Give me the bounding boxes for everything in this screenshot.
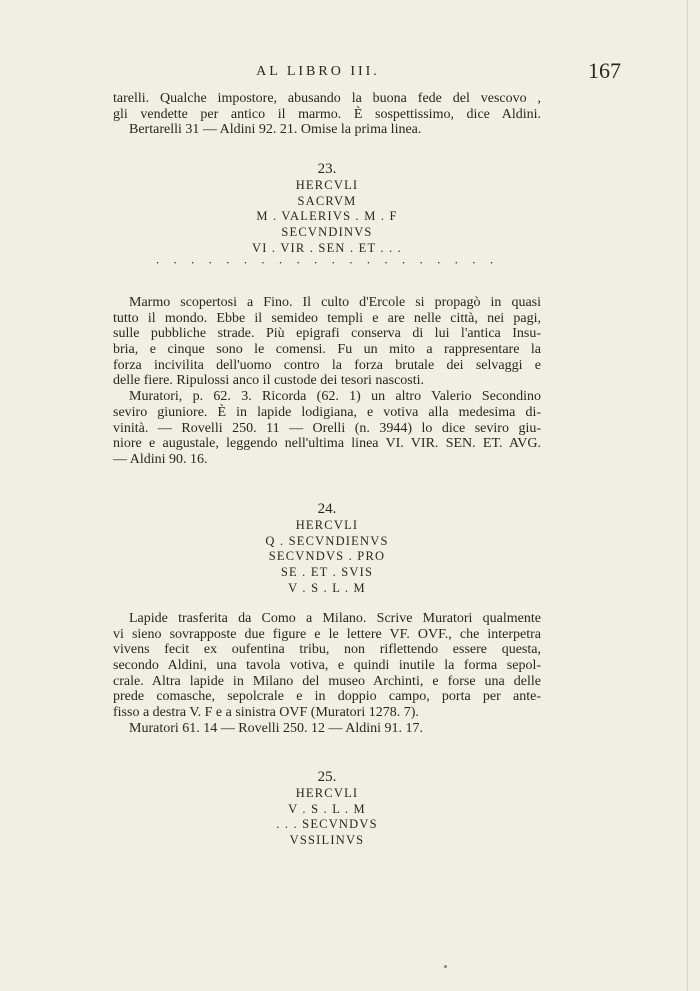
top-paragraph bbox=[113, 91, 541, 138]
inscription-line: M . VALERIVS . M . F bbox=[256, 209, 398, 224]
inscription-line: HERCVLI bbox=[295, 518, 359, 532]
inscription-line: SECVNDVS . PRO bbox=[268, 549, 386, 564]
text-line: secondo Aldini, una tavola votiva, e quindi inutile la forma sepol- bbox=[113, 658, 541, 674]
inscription-line: VI . VIR . SEN . ET . . . bbox=[251, 240, 403, 255]
text-line: tarelli. Qualche impostore, abusando la buona fede del vescovo , bbox=[113, 91, 541, 106]
text-line: tutto il mondo. Ebbe il semideo templi e are nelle città, nei pagi, bbox=[113, 310, 541, 326]
inscription-line: . . . SECVNDVS bbox=[276, 817, 378, 832]
text-line: prede comasche, sepolcrale e in doppio campo, porta per ante- bbox=[113, 689, 541, 705]
inscription-number: 25. bbox=[317, 769, 337, 785]
inscription-line: SE . ET . SVIS bbox=[280, 565, 374, 580]
text-line: bria, e cinque sono le comensi. Fu un mito a rappresentare la bbox=[113, 342, 541, 358]
text-line: forza incivilita dell'uomo contro la forza brutale dei selvaggi e bbox=[113, 357, 541, 373]
inscription-line: HERCVLI bbox=[295, 786, 359, 800]
running-title: AL LIBRO III. bbox=[256, 64, 380, 79]
inscription-line: HERCVLI bbox=[295, 178, 359, 192]
text-line: Bertarelli 31 — Aldini 92. 21. Omise la prima linea. bbox=[129, 122, 422, 138]
text-line: Marmo scopertosi a Fino. Il culto d'Ercole si propagò in quasi bbox=[129, 295, 541, 310]
inscription-number: 24. bbox=[317, 501, 337, 517]
text-line: niore e augustale, leggendo nell'ultima linea VI. VIR. SEN. ET. AVG. bbox=[113, 436, 541, 452]
inscription-line: SACRVM bbox=[297, 193, 357, 208]
text-line: sulle pubbliche strade. Più epigrafi conserva di lui l'antica Insu- bbox=[113, 326, 541, 342]
page-edge bbox=[687, 0, 688, 991]
text-line: delle fiere. Ripulossi anco il custode dei tesori nascosti. bbox=[113, 373, 425, 389]
commentary-23 bbox=[113, 295, 541, 468]
inscription-number: 23. bbox=[317, 161, 337, 177]
inscription-line: Q . SECVNDIENVS bbox=[265, 533, 389, 548]
inscription-25 bbox=[113, 768, 541, 849]
inscription-23 bbox=[113, 160, 541, 270]
inscription-line: VSSILINVS bbox=[289, 833, 365, 848]
text-line: vivens fecit ex oufentina tribu, non riflettendo essere questa, bbox=[113, 642, 541, 658]
text-line: Muratori, p. 62. 3. Ricorda (62. 1) un altro Valerio Secondino bbox=[129, 389, 541, 405]
inscription-line: SECVNDINVS bbox=[281, 225, 373, 240]
text-line: seviro giuniore. È in lapide lodigiana, e votiva alla medesima di- bbox=[113, 404, 541, 420]
page-number: 167 bbox=[588, 58, 621, 83]
text-line: vi sieno sovrapposte due figure e le lettere VF. OVF., che interpetra bbox=[113, 626, 541, 642]
text-line: — Aldini 90. 16. bbox=[113, 451, 208, 467]
text-line: Muratori 61. 14 — Rovelli 250. 12 — Aldini 91. 17. bbox=[129, 720, 423, 736]
text-line: vinità. — Rovelli 250. 11 — Orelli (n. 3944) lo dice seviro giu- bbox=[113, 420, 541, 436]
inscription-line: V . S . L . M bbox=[288, 580, 366, 595]
page-header bbox=[0, 58, 700, 84]
commentary-24 bbox=[113, 611, 541, 737]
text-line: fisso a destra V. F e a sinistra OVF (Muratori 1278. 7). bbox=[113, 705, 419, 721]
text-line: gli vendette per antico il marmo. È sospettissimo, dice Aldini. bbox=[113, 106, 541, 122]
lacuna-dots: · · · · · · · · · · · · · · · · · · · · bbox=[155, 255, 499, 271]
paper-speck bbox=[444, 965, 447, 968]
inscription-24 bbox=[113, 500, 541, 596]
text-line: crale. Altra lapide in Milano del museo Archinti, e forse una delle bbox=[113, 673, 541, 689]
inscription-line: V . S . L . M bbox=[288, 801, 366, 816]
text-line: Lapide trasferita da Como a Milano. Scrive Muratori qualmente bbox=[129, 611, 541, 626]
